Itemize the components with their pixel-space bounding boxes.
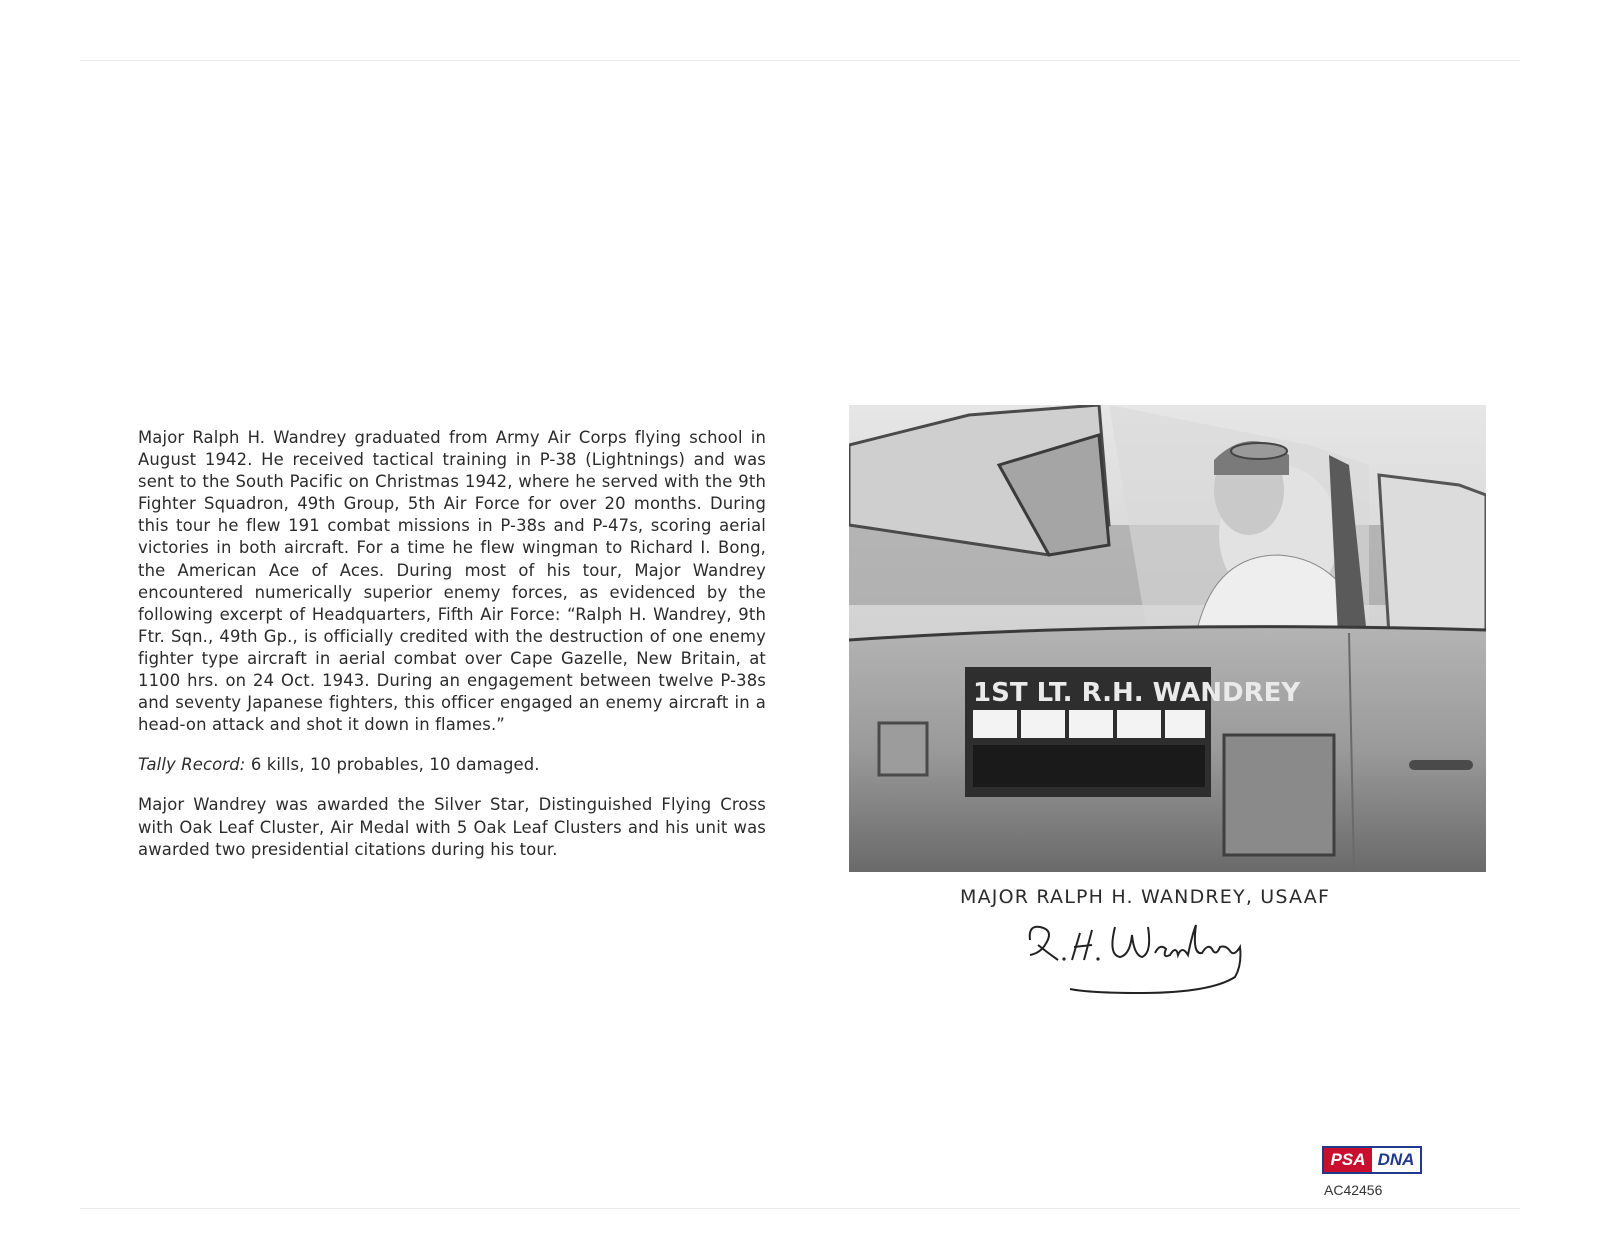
psa-dna-logo [1322,1146,1422,1174]
bottom-edge-line [80,1208,1520,1209]
tally-record-label: Tally Record: [138,755,246,775]
certificate-number: AC42456 [1324,1182,1383,1198]
dna-logo-text: DNA [1372,1148,1420,1172]
signature-image [1020,915,1280,995]
bio-paragraph-awards: Major Wandrey was awarded the Silver Star, Distinguished Flying Cross with Oak Leaf Cluster, Air Medal with 5 Oak Leaf Clusters and his unit was awarded two presidential citations during his tour. [138,795,766,859]
psa-logo-text: PSA [1324,1148,1372,1172]
tally-record-value: 6 kills, 10 probables, 10 damaged. [245,755,540,775]
tally-record [138,754,766,776]
pilot-cockpit-photo [849,405,1486,872]
top-edge-line [80,60,1520,61]
cockpit-photo-illustration [849,405,1486,872]
photo-caption: MAJOR RALPH H. WANDREY, USAAF [960,886,1331,908]
bio-paragraph-main: Major Ralph H. Wandrey graduated from Army Air Corps flying school in August 1942. He received tactical training in P-38 (Lightnings) and was sent to the South Pacific on Christmas 1942, where he served with the 9th Fighter Squadron, 49th Group, 5th Air Force for over 20 months. During this tour he flew 191 combat missions in P-38s and P-47s, scoring aerial victories in both aircraft. For a time he flew wingman to Richard I. Bong, the American Ace of Aces. During most of his tour, Major Wandrey encountered numerically superior enemy forces, as evidenced by the following excerpt of Headquarters, Fifth Air Force: “Ralph H. Wandrey, 9th Ftr. Sqn., 49th Gp., is officially credited with the destruction of one enemy fighter type aircraft in aerial combat over Cape Gazelle, New Britain, at 1100 hrs. on 24 Oct. 1943. During an engagement between twelve P-38s and seventy Japanese fighters, this officer engaged an enemy aircraft in a head-on attack and shot it down in flames.” [138,428,766,735]
nameplate-text: 1ST LT. R.H. WANDREY [973,678,1301,708]
biography-text [138,427,766,879]
